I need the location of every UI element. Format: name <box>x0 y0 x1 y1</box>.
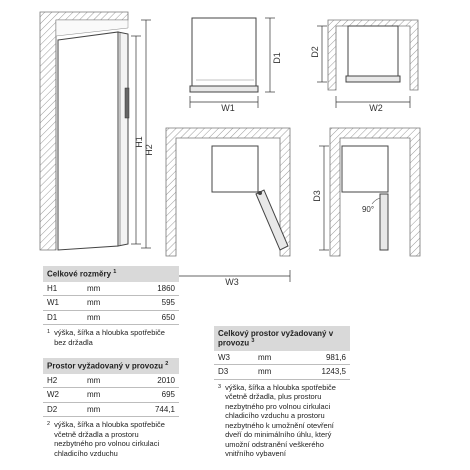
w3-label: W3 <box>225 277 239 287</box>
total-space-table <box>214 326 350 459</box>
table-row: W3 mm 981,6 <box>214 351 350 366</box>
door-open-view-w3 <box>166 128 290 287</box>
table-row: W1 mm 595 <box>43 296 179 311</box>
top-view-w1-d1 <box>190 18 282 113</box>
overall-dimensions-table <box>43 266 179 347</box>
d2-label: D2 <box>310 46 320 58</box>
h2-label: H2 <box>144 144 154 156</box>
operating-space-table <box>43 358 179 458</box>
table-row: D3 mm 1243,5 <box>214 365 350 380</box>
operating-space-note: 2 výška, šířka a hloubka spotřebiče včetně držadla a prostoru nezbytného pro volnou cirkulaci chladicího vzduchu <box>47 420 165 458</box>
table-row: D1 mm 650 <box>43 311 179 326</box>
total-space-title: Celkový prostor vyžadovaný v provozu $^3$ <box>214 326 350 351</box>
table-row: H2 mm 2010 <box>43 374 179 389</box>
overall-dimensions-title: Celkové rozměry $^1$ <box>43 266 179 282</box>
overall-dimensions-note: 1 výška, šířka a hloubka spotřebiče bez držadla <box>47 328 165 347</box>
table-row: H1 mm 1860 <box>43 282 179 297</box>
angle-label: 90° <box>361 205 375 214</box>
w2-label: W2 <box>369 103 383 113</box>
side-view <box>40 12 154 250</box>
table-row: W2 mm 695 <box>43 388 179 403</box>
h1-label: H1 <box>134 136 144 148</box>
total-space-note: 3 výška, šířka a hloubka spotřebiče včetně držadla, plus prostoru nezbytného pro volnou cirkulaci chladicího vzduchu a prostoru nezbytného k umožnění otevření dveří do minimálního úhlu, který umožní odstranění veškerého vnitřního vybavení <box>218 382 336 459</box>
d3-label: D3 <box>312 190 322 202</box>
table-row: D2 mm 744,1 <box>43 403 179 418</box>
operating-space-title: Prostor vyžadovaný v provozu $^2$ <box>43 358 179 374</box>
w1-label: W1 <box>221 103 235 113</box>
top-view-w2-d2 <box>310 20 418 113</box>
door-open-view-d3 <box>312 128 420 256</box>
d1-label: D1 <box>272 52 282 64</box>
